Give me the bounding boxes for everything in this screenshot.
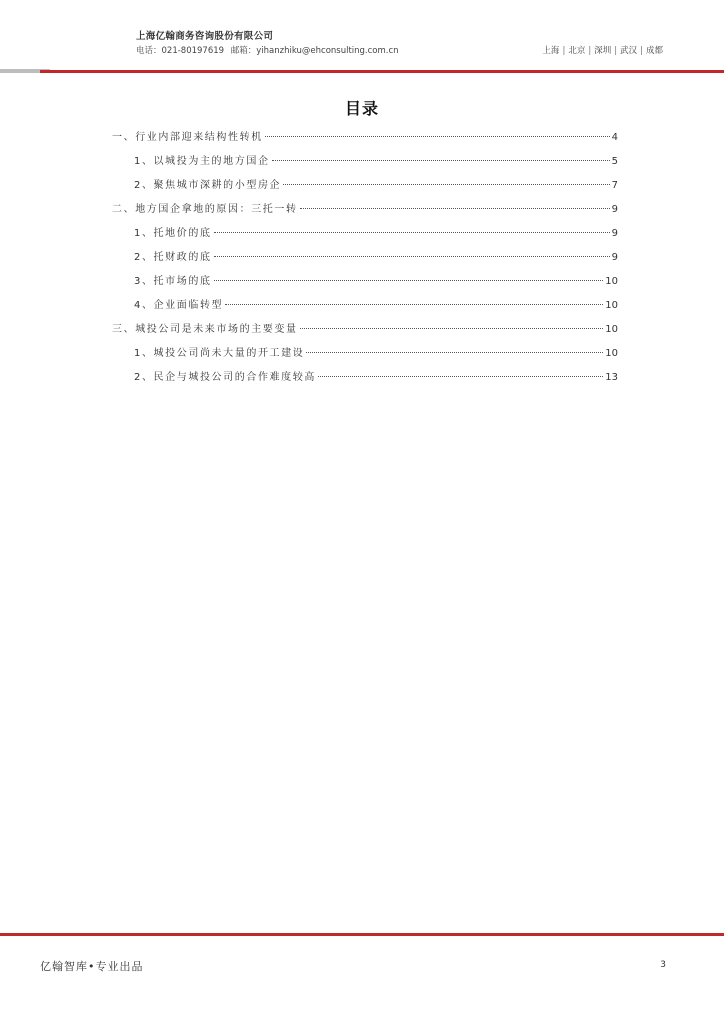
toc-entry[interactable] xyxy=(112,224,618,248)
toc-entry[interactable] xyxy=(112,128,618,152)
toc-leader-dots xyxy=(300,328,604,329)
toc-entry-text: 2、托财政的底 xyxy=(134,252,212,263)
toc-entry[interactable] xyxy=(112,272,618,296)
city-list xyxy=(539,44,666,56)
toc-entry-text: 1、以城投为主的地方国企 xyxy=(134,156,270,167)
toc-entry-text: 4、企业面临转型 xyxy=(134,300,224,311)
footer-brand: 亿翰智库•专业出品 xyxy=(40,960,144,973)
toc-entry-page: 10 xyxy=(605,348,618,359)
footer-rule-red xyxy=(0,933,724,936)
toc-entry-text: 2、民企与城投公司的合作难度较高 xyxy=(134,372,316,383)
city-separator: | xyxy=(640,46,643,56)
toc-leader-dots xyxy=(214,232,610,233)
toc-entry-page: 4 xyxy=(611,132,618,143)
toc-entry-page: 9 xyxy=(611,252,618,263)
city-shenzhen: 深圳 xyxy=(594,46,612,56)
toc-entry[interactable] xyxy=(112,320,618,344)
email-text: 邮箱：yihanzhiku@ehconsulting.com.cn xyxy=(230,46,399,56)
toc-entry-page: 9 xyxy=(611,228,618,239)
toc-leader-dots xyxy=(318,376,603,377)
city-shanghai: 上海 xyxy=(542,46,560,56)
city-wuhan: 武汉 xyxy=(620,46,638,56)
toc-entry[interactable] xyxy=(112,152,618,176)
toc-leader-dots xyxy=(214,280,604,281)
toc-entry-text: 三、城投公司是未来市场的主要变量 xyxy=(112,324,298,335)
toc-entry-page: 7 xyxy=(611,180,618,191)
toc-leader-dots xyxy=(306,352,603,353)
toc-entry[interactable] xyxy=(112,344,618,368)
toc-title: 目录 xyxy=(344,99,379,118)
toc-entry[interactable] xyxy=(112,368,618,392)
toc-leader-dots xyxy=(283,184,609,185)
toc-entry-page: 10 xyxy=(605,324,618,335)
toc-entry-text: 1、城投公司尚未大量的开工建设 xyxy=(134,348,305,359)
city-separator: | xyxy=(562,46,566,56)
toc-leader-dots xyxy=(265,136,610,137)
contact-info xyxy=(136,44,403,56)
toc-leader-dots xyxy=(225,304,603,305)
toc-entry-text: 3、托市场的底 xyxy=(134,276,212,287)
toc-leader-dots xyxy=(300,208,610,209)
company-name: 上海亿翰商务咨询股份有限公司 xyxy=(136,31,274,42)
toc-entry[interactable] xyxy=(112,200,618,224)
toc-entry-page: 5 xyxy=(611,156,618,167)
toc-entry-page: 10 xyxy=(605,276,618,287)
toc-entry[interactable] xyxy=(112,176,618,200)
toc-entry-text: 1、托地价的底 xyxy=(134,228,212,239)
city-separator: | xyxy=(588,46,592,56)
toc-entry-page: 9 xyxy=(611,204,618,215)
table-of-contents xyxy=(112,128,618,392)
toc-entry-page: 10 xyxy=(605,300,618,311)
toc-entry-text: 二、地方国企拿地的原因：三托一转 xyxy=(112,204,298,215)
toc-leader-dots xyxy=(214,256,610,257)
city-beijing: 北京 xyxy=(568,46,586,56)
toc-entry[interactable] xyxy=(112,248,618,272)
page-number: 3 xyxy=(660,960,666,970)
toc-entry-text: 一、行业内部迎来结构性转机 xyxy=(112,132,263,143)
toc-entry[interactable] xyxy=(112,296,618,320)
toc-entry-page: 13 xyxy=(605,372,618,383)
header-rule-red xyxy=(40,70,724,73)
phone-text: 电话：021-80197619 xyxy=(136,46,225,56)
city-separator: | xyxy=(614,46,618,56)
city-chengdu: 成都 xyxy=(645,46,663,56)
toc-leader-dots xyxy=(272,160,610,161)
page-header xyxy=(0,0,724,80)
toc-entry-text: 2、聚焦城市深耕的小型房企 xyxy=(134,180,282,191)
